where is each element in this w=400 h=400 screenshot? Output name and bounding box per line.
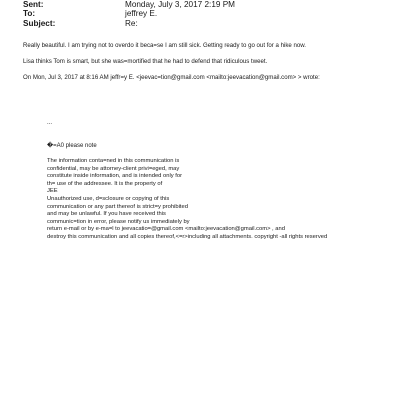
notice-line: return e-mail or by e-ma=l to jeevacatio=@gmail.com <mailto:jeevacation@gmail.com> , and [47,226,285,233]
notice-line: JEE [47,188,58,195]
sent-value: Monday, July 3, 2017 2:19 PM [125,0,235,9]
subject-value: Re: [125,19,138,28]
confidentiality-notice [47,158,327,242]
notice-line: confidential, may be attorney-client privi=eged, may [47,165,180,172]
subject-label: Subject: [23,19,56,28]
notice-line: destroy this communication and all copies thereof,<=r>including all attachments. copyright -all rights reserved [47,233,328,240]
quote-ellipsis: ... [47,120,53,126]
notice-line: The information conta=ned in this communication is [47,158,180,164]
notice-line: and may be unlawful. If you have received this [47,211,166,218]
notice-line: th= use of the addressee. It is the property of [47,180,163,187]
notice-line: communication or any part thereof is strict=y prohibited [47,203,188,210]
notice-line: constitute inside information, and is intended only for [47,173,183,180]
notice-line: communic=tion in error, please notify us immediately by [47,218,190,225]
reply-attribution: On Mon, Jul 3, 2017 at 8:16 AM jeffr=y E. <jeevac=tion@gmail.com <mailto:jeevacation@gmail.com> > wrote: [23,74,320,81]
notice-line: Unauthorized use, d=sclosure or copying of this [47,195,170,202]
to-label: To: [23,9,36,18]
to-value: jeffrey E. [125,9,158,18]
body-line-2: Lisa thinks Tom is smart, but she was=mortified that he had to defend that ridiculous tweet. [23,58,268,65]
note-heading: �=A0 please note [47,143,97,149]
body-line-1: Really beautiful. I am trying not to overdo it beca=se I am still sick. Getting ready to go out for a hike now. [23,42,306,49]
sent-label: Sent: [23,0,44,9]
